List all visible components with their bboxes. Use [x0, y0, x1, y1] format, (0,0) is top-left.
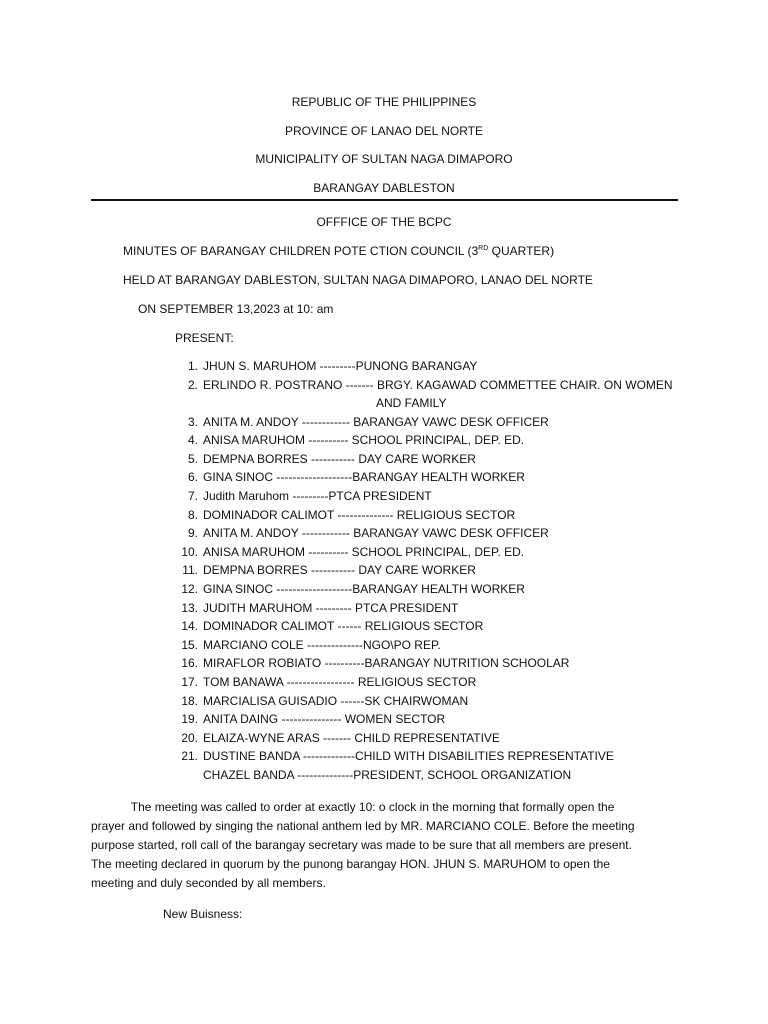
item-number: 3. — [187, 414, 198, 429]
item-text: JUDITH MARUHOM --------- PTCA PRESIDENT — [203, 600, 459, 615]
item-number: 9. — [187, 526, 198, 541]
item-text: DEMPNA BORRES ----------- DAY CARE WORKER — [203, 451, 476, 466]
item-text: Judith Maruhom ---------PTCA PRESIDENT — [203, 488, 432, 503]
item-number: 10. — [181, 544, 198, 559]
present-label: PRESENT: — [175, 331, 234, 345]
header-province: PROVINCE OF LANAO DEL NORTE — [284, 124, 484, 138]
item-text: MIRAFLOR ROBIATO ----------BARANGAY NUTRITION SCHOOLAR — [203, 656, 570, 671]
header-divider — [91, 199, 678, 201]
header-municipality: MUNICIPALITY OF SULTAN NAGA DIMAPORO — [255, 152, 513, 166]
paragraph-line: The meeting was called to order at exactly 10: o clock in the morning that formally open the — [91, 800, 615, 814]
item-number: 18. — [181, 693, 198, 708]
item-text: ERLINDO R. POSTRANO ------- BRGY. KAGAWAD COMMETTEE CHAIR. ON WOMEN — [203, 377, 673, 392]
item-number: 4. — [187, 433, 198, 448]
item-text-continued: AND FAMILY — [376, 396, 447, 411]
item-number: 2. — [187, 377, 198, 392]
item-text: CHAZEL BANDA --------------PRESIDENT, SCHOOL ORGANIZATION — [203, 767, 572, 782]
item-text: GINA SINOC -------------------BARANGAY HEALTH WORKER — [203, 581, 525, 596]
item-number: 16. — [181, 656, 198, 671]
item-number: 13. — [181, 600, 198, 615]
item-number: 6. — [187, 470, 198, 485]
item-number: 14. — [181, 619, 198, 634]
item-number: 19. — [181, 712, 198, 727]
minutes-title — [123, 244, 554, 258]
item-number: 1. — [187, 359, 198, 373]
header-barangay: BARANGAY DABLESTON — [313, 181, 455, 195]
new-business-label: New Buisness: — [163, 907, 243, 921]
item-text: ANITA DAING --------------- WOMEN SECTOR — [203, 712, 446, 727]
item-number: 8. — [187, 507, 198, 522]
item-text: ANITA M. ANDOY ------------ BARANGAY VAWC DESK OFFICER — [203, 526, 549, 541]
minutes-title-prefix: MINUTES OF BARANGAY CHILDREN POTE CTION COUNCIL (3 — [123, 244, 479, 258]
paragraph-line: prayer and followed by singing the national anthem led by MR. MARCIANO COLE. Before the meeting — [91, 819, 635, 833]
meeting-paragraph — [91, 798, 671, 893]
minutes-title-suffix: QUARTER) — [488, 244, 555, 258]
item-text: DOMINADOR CALIMOT ------ RELIGIOUS SECTOR — [203, 619, 484, 634]
item-text: DEMPNA BORRES ----------- DAY CARE WORKER — [203, 563, 476, 578]
date-line: ON SEPTEMBER 13,2023 at 10: am — [138, 302, 334, 316]
paragraph-line: The meeting declared in quorum by the punong barangay HON. JHUN S. MARUHOM to open the — [91, 857, 610, 871]
item-text: DOMINADOR CALIMOT -------------- RELIGIOUS SECTOR — [203, 507, 516, 522]
item-number: 17. — [181, 674, 198, 689]
item-text: MARCIANO COLE --------------NGO\PO REP. — [203, 637, 441, 652]
item-text: ELAIZA-WYNE ARAS ------- CHILD REPRESENTATIVE — [203, 730, 500, 745]
paragraph-line: meeting and duly seconded by all members. — [91, 876, 326, 890]
item-number: 12. — [181, 581, 198, 596]
item-text: ANISA MARUHOM ---------- SCHOOL PRINCIPAL, DEP. ED. — [203, 433, 525, 448]
minutes-title-superscript: RD — [478, 245, 489, 252]
item-number: 7. — [187, 488, 198, 503]
held-at-line: HELD AT BARANGAY DABLESTON, SULTAN NAGA DIMAPORO, LANAO DEL NORTE — [123, 273, 593, 287]
office-title: OFFFICE OF THE BCPC — [316, 215, 452, 229]
item-number: 15. — [181, 637, 198, 652]
item-text: MARCIALISA GUISADIO ------SK CHAIRWOMAN — [203, 693, 469, 708]
item-number: 5. — [187, 451, 198, 466]
item-text: DUSTINE BANDA -------------CHILD WITH DISABILITIES REPRESENTATIVE — [203, 749, 614, 764]
item-number: 11. — [182, 563, 198, 578]
item-number: 20. — [181, 730, 198, 745]
item-text: ANISA MARUHOM ---------- SCHOOL PRINCIPAL, DEP. ED. — [203, 544, 525, 559]
item-text: ANITA M. ANDOY ------------ BARANGAY VAWC DESK OFFICER — [203, 414, 549, 429]
item-text: GINA SINOC -------------------BARANGAY HEALTH WORKER — [203, 470, 525, 485]
item-text: TOM BANAWA ----------------- RELIGIOUS SECTOR — [203, 674, 477, 689]
paragraph-line: purpose started, roll call of the barangay secretary was made to be sure that all members are present. — [91, 838, 632, 852]
item-number: 21. — [181, 749, 198, 764]
header-republic: REPUBLIC OF THE PHILIPPINES — [291, 95, 477, 109]
item-text: JHUN S. MARUHOM ---------PUNONG BARANGAY — [203, 359, 478, 373]
